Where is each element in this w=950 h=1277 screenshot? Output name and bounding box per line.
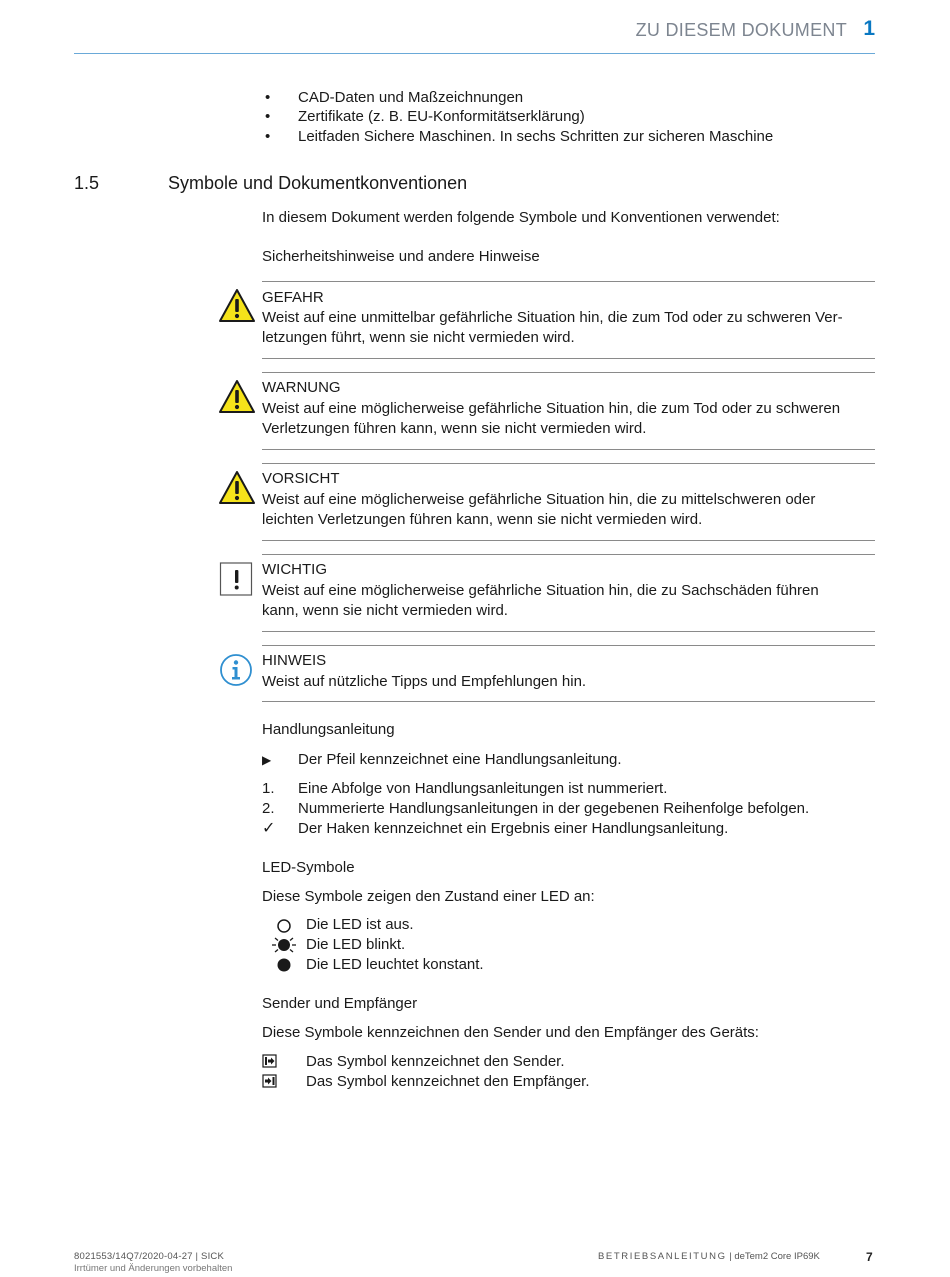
page-number: 7 xyxy=(866,1250,873,1264)
list-item: Leitfaden Sichere Maschinen. In sechs Schritten zur sicheren Maschine xyxy=(298,128,774,145)
notice-text: letzungen führt, wenn sie nicht vermieden wird. xyxy=(262,329,575,346)
instruction-text: Der Pfeil kennzeichnet eine Handlungsanleitung. xyxy=(298,751,622,768)
footer-product: deTem2 Core IP69K xyxy=(734,1251,820,1262)
notice-label: WICHTIG xyxy=(262,561,327,578)
bullet-marker: • xyxy=(265,108,271,125)
instructions-heading: Handlungsanleitung xyxy=(262,721,395,738)
chapter-title: ZU DIESEM DOKUMENT xyxy=(635,20,847,40)
exclamation-box-icon xyxy=(219,561,255,597)
notice-rule xyxy=(262,701,875,702)
led-intro: Diese Symbole zeigen den Zustand einer LED an: xyxy=(262,888,595,905)
led-text: Die LED blinkt. xyxy=(306,936,406,953)
sender-intro: Diese Symbole kennzeichnen den Sender und den Empfänger des Geräts: xyxy=(262,1024,759,1041)
sender-heading: Sender und Empfänger xyxy=(262,995,418,1012)
notice-text: kann, wenn sie nicht vermieden wird. xyxy=(262,602,508,619)
step-number: 1. xyxy=(262,780,275,797)
notice-label: VORSICHT xyxy=(262,470,340,487)
notice-text: Weist auf eine möglicherweise gefährliche Situation hin, die zu Sachschäden führen xyxy=(262,582,819,599)
notice-rule xyxy=(262,372,875,373)
chapter-number: 1 xyxy=(863,17,875,40)
list-item: Zertifikate (z. B. EU-Konformitätserklärung) xyxy=(298,108,585,125)
safety-heading: Sicherheitshinweise und andere Hinweise xyxy=(262,248,540,265)
warning-triangle-icon xyxy=(219,379,255,415)
led-text: Die LED leuchtet konstant. xyxy=(306,956,484,973)
notice-rule xyxy=(262,463,875,464)
led-off-icon xyxy=(275,918,295,934)
sender-icon xyxy=(262,1054,278,1068)
notice-rule xyxy=(262,358,875,359)
led-blinking-icon xyxy=(271,937,297,953)
instruction-text: Der Haken kennzeichnet ein Ergebnis einer Handlungsanleitung. xyxy=(298,820,729,837)
section-intro: In diesem Dokument werden folgende Symbole und Konventionen verwendet: xyxy=(262,209,780,226)
footer-doc-id: 8021553/14Q7/2020-04-27 | SICK xyxy=(74,1251,225,1262)
notice-text: Verletzungen führen kann, wenn sie nicht vermieden wird. xyxy=(262,420,647,437)
receiver-icon xyxy=(262,1074,278,1088)
notice-rule xyxy=(262,540,875,541)
notice-label: GEFAHR xyxy=(262,289,324,306)
info-circle-icon xyxy=(219,652,255,688)
arrow-icon: ▶ xyxy=(262,753,272,767)
footer-separator: | xyxy=(726,1251,735,1262)
notice-text: leichten Verletzungen führen kann, wenn sie nicht vermieden wird. xyxy=(262,511,703,528)
notice-text: Weist auf nützliche Tipps und Empfehlungen hin. xyxy=(262,673,587,690)
instruction-text: Eine Abfolge von Handlungsanleitungen ist nummeriert. xyxy=(298,780,668,797)
notice-text: Weist auf eine unmittelbar gefährliche Situation hin, die zum Tod oder zu schweren Ver- xyxy=(262,309,843,326)
notice-rule xyxy=(262,631,875,632)
notice-rule xyxy=(262,645,875,646)
receiver-text: Das Symbol kennzeichnet den Empfänger. xyxy=(306,1073,590,1090)
list-item: CAD-Daten und Maßzeichnungen xyxy=(298,89,524,106)
notice-rule xyxy=(262,281,875,282)
notice-rule xyxy=(262,554,875,555)
notice-text: Weist auf eine möglicherweise gefährliche Situation hin, die zu mittelschweren oder xyxy=(262,491,816,508)
section-title: Symbole und Dokumentkonventionen xyxy=(168,173,468,193)
notice-text: Weist auf eine möglicherweise gefährliche Situation hin, die zum Tod oder zu schweren xyxy=(262,400,841,417)
warning-triangle-icon xyxy=(219,288,255,324)
notice-label: WARNUNG xyxy=(262,379,341,396)
checkmark-icon: ✓ xyxy=(262,820,276,837)
section-number: 1.5 xyxy=(74,173,100,193)
warning-triangle-icon xyxy=(219,470,255,506)
notice-rule xyxy=(262,449,875,450)
bullet-marker: • xyxy=(265,128,271,145)
footer-disclaimer: Irrtümer und Änderungen vorbehalten xyxy=(74,1263,233,1274)
header-rule xyxy=(74,53,875,54)
led-text: Die LED ist aus. xyxy=(306,916,414,933)
led-heading: LED-Symbole xyxy=(262,859,355,876)
sender-text: Das Symbol kennzeichnet den Sender. xyxy=(306,1053,565,1070)
footer-manual-label: BETRIEBSANLEITUNG xyxy=(598,1251,727,1262)
bullet-marker: • xyxy=(265,89,271,106)
step-number: 2. xyxy=(262,800,275,817)
led-on-icon xyxy=(275,957,295,973)
footer-manual xyxy=(598,1251,820,1262)
notice-label: HINWEIS xyxy=(262,652,327,669)
instruction-text: Nummerierte Handlungsanleitungen in der gegebenen Reihenfolge befolgen. xyxy=(298,800,810,817)
